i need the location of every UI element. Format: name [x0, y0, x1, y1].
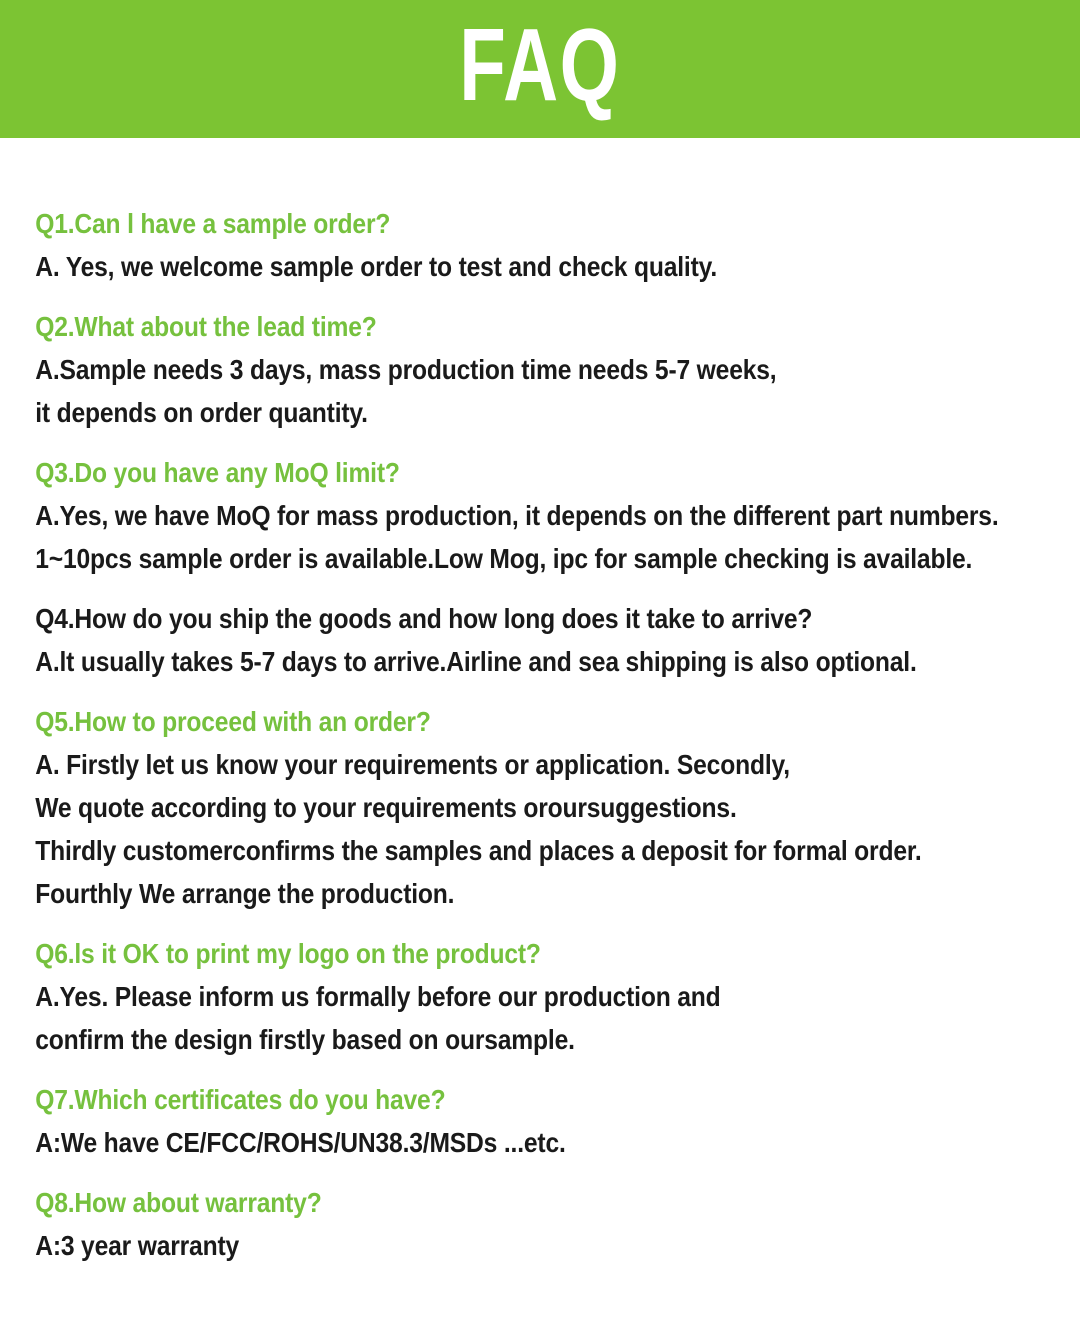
faq-answer-line: Thirdly customerconfirms the samples and places a deposit for formal order. — [35, 835, 922, 866]
faq-question: Q6.ls it OK to print my logo on the product? — [35, 938, 541, 969]
faq-item — [35, 1181, 1080, 1267]
faq-item — [35, 202, 1080, 288]
faq-item — [35, 451, 1080, 580]
faq-item — [35, 597, 1080, 683]
faq-answer-line: A:We have CE/FCC/ROHS/UN38.3/MSDs ...etc. — [35, 1127, 566, 1158]
faq-item — [35, 305, 1080, 434]
faq-answer-line: Fourthly We arrange the production. — [35, 878, 455, 909]
faq-question: Q8.How about warranty? — [35, 1187, 322, 1218]
faq-item — [35, 932, 1080, 1061]
faq-answer-line: 1~10pcs sample order is available.Low Mog, ipc for sample checking is available. — [35, 543, 973, 574]
faq-answer-line: A. Firstly let us know your requirements or application. Secondly, — [35, 749, 790, 780]
faq-answer-line: A.Yes, we have MoQ for mass production, it depends on the different part numbers. — [35, 500, 999, 531]
faq-answer-line: We quote according to your requirements oroursuggestions. — [35, 792, 737, 823]
faq-question: Q1.Can l have a sample order? — [35, 208, 391, 239]
faq-question: Q7.Which certificates do you have? — [35, 1084, 446, 1115]
faq-answer-line: it depends on order quantity. — [35, 397, 368, 428]
faq-answer-line: A:3 year warranty — [35, 1230, 240, 1261]
faq-header-banner — [0, 0, 1080, 138]
faq-list — [35, 202, 1080, 1267]
faq-answer-line: A.Sample needs 3 days, mass production time needs 5-7 weeks, — [35, 354, 777, 385]
faq-question: Q3.Do you have any MoQ limit? — [35, 457, 400, 488]
page-title: FAQ — [459, 6, 621, 122]
faq-item — [35, 700, 1080, 915]
faq-question: Q5.How to proceed with an order? — [35, 706, 431, 737]
faq-item — [35, 1078, 1080, 1164]
faq-answer-line: confirm the design firstly based on oursample. — [35, 1024, 575, 1055]
faq-question: Q4.How do you ship the goods and how long does it take to arrive? — [35, 603, 813, 634]
faq-content — [0, 138, 1080, 1267]
faq-answer-line: A.Yes. Please inform us formally before our production and — [35, 981, 721, 1012]
faq-answer-line: A.lt usually takes 5-7 days to arrive.Airline and sea shipping is also optional. — [35, 646, 917, 677]
faq-answer-line: A. Yes, we welcome sample order to test and check quality. — [35, 251, 717, 282]
faq-question: Q2.What about the lead time? — [35, 311, 377, 342]
